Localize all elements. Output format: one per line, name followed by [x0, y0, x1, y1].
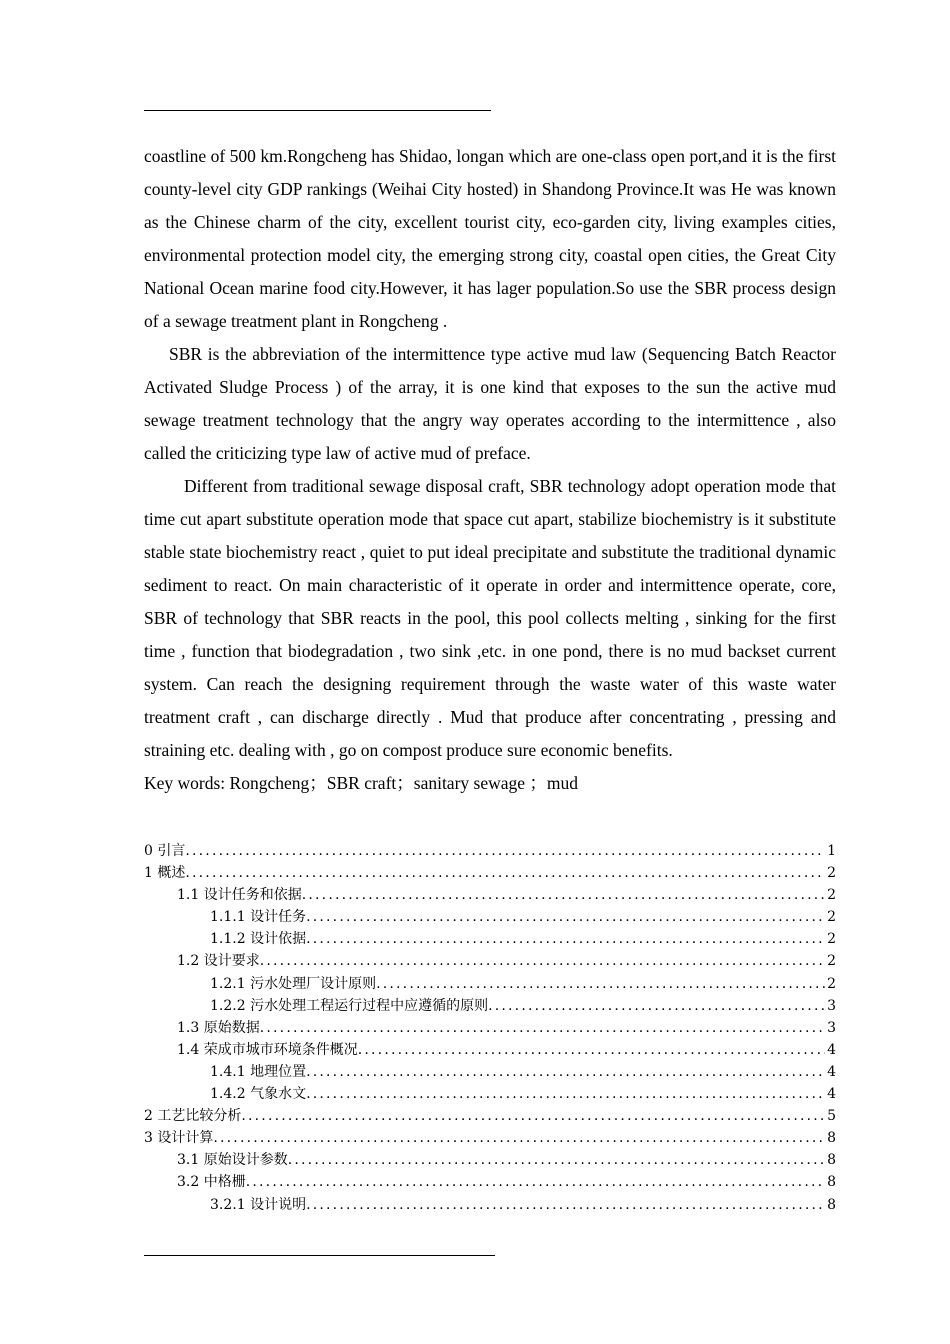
abstract-body — [144, 140, 836, 800]
toc-entry[interactable] — [144, 862, 836, 884]
toc-entry-title: 1.2.1 污水处理厂设计原则 — [210, 975, 377, 992]
toc-entry[interactable] — [144, 1083, 836, 1105]
toc-entry[interactable] — [144, 973, 836, 995]
table-of-contents — [144, 840, 836, 1216]
toc-leader-dots — [358, 1039, 825, 1061]
toc-entry-page: 5 — [827, 1108, 836, 1125]
toc-entry-title: 2 工艺比较分析 — [144, 1108, 242, 1125]
toc-entry[interactable] — [144, 928, 836, 950]
toc-leader-dots — [306, 1061, 825, 1083]
toc-entry-page: 2 — [827, 953, 836, 970]
toc-entry-title: 3 设计计算 — [144, 1130, 214, 1147]
paragraph-intro: coastline of 500 km.Rongcheng has Shidao, longan which are one-class open port,and it is the first county-level city GDP rankings (Weihai City hosted) in Shandong Province.It was He was known as the Chinese charm of the city, excellent tourist city, eco-garden city, living examples cities, environmental protection model city, the emerging strong city, coastal open cities, the Great City National Ocean marine food city.However, it has lager population.So use the SBR process design of a sewage treatment plant in Rongcheng . — [144, 146, 836, 331]
toc-entry-page: 4 — [827, 1063, 836, 1080]
toc-entry-title: 3.1 原始设计参数 — [177, 1152, 288, 1169]
toc-entry[interactable] — [144, 1061, 836, 1083]
toc-leader-dots — [288, 1149, 825, 1171]
toc-entry-page: 8 — [827, 1152, 836, 1169]
toc-entry-page: 2 — [827, 865, 836, 882]
keywords-line: Key words: Rongcheng；SBR craft；sanitary sewage ；mud — [144, 773, 579, 793]
header-rule — [144, 110, 491, 111]
toc-entry[interactable] — [144, 1194, 836, 1216]
toc-entry[interactable] — [144, 884, 836, 906]
toc-leader-dots — [213, 1127, 825, 1149]
toc-leader-dots — [376, 973, 825, 995]
toc-entry[interactable] — [144, 1171, 836, 1193]
toc-entry-page: 3 — [827, 997, 836, 1014]
toc-entry-page: 4 — [827, 1041, 836, 1058]
toc-entry-page: 3 — [827, 1019, 836, 1036]
toc-entry-title: 1.3 原始数据 — [177, 1019, 260, 1036]
toc-entry-title: 1.4.1 地理位置 — [210, 1063, 307, 1080]
toc-entry[interactable] — [144, 1017, 836, 1039]
toc-entry-page: 2 — [827, 909, 836, 926]
toc-entry-title: 1 概述 — [144, 865, 186, 882]
toc-leader-dots — [488, 995, 825, 1017]
toc-entry[interactable] — [144, 1039, 836, 1061]
toc-entry[interactable] — [144, 950, 836, 972]
toc-entry-title: 1.1 设计任务和依据 — [177, 887, 302, 904]
toc-entry[interactable] — [144, 906, 836, 928]
toc-entry[interactable] — [144, 1149, 836, 1171]
toc-leader-dots — [306, 1083, 825, 1105]
toc-leader-dots — [185, 862, 825, 884]
toc-entry[interactable] — [144, 1127, 836, 1149]
toc-entry-page: 4 — [827, 1086, 836, 1103]
toc-entry[interactable] — [144, 1105, 836, 1127]
toc-entry-page: 1 — [827, 843, 836, 859]
toc-entry-title: 1.1.2 设计依据 — [210, 931, 307, 948]
toc-entry-title: 1.2 设计要求 — [177, 953, 260, 970]
toc-leader-dots — [241, 1105, 825, 1127]
toc-entry-title: 1.4 荣成市城市环境条件概况 — [177, 1041, 358, 1058]
toc-entry-page: 8 — [827, 1130, 836, 1147]
toc-entry-page: 2 — [827, 975, 836, 992]
toc-entry-page: 2 — [827, 887, 836, 904]
toc-entry-page: 2 — [827, 931, 836, 948]
toc-leader-dots — [306, 906, 825, 928]
paragraph-sbr-features: Different from traditional sewage disposal craft, SBR technology adopt operation mode that time cut apart substitute operation mode that space cut apart, stabilize biochemistry is it substitute stable state biochemistry react , quiet to put ideal precipitate and substitute the traditional dynamic sediment to react. On main characteristic of it operate in order and intermittence operate, core, SBR of technology that SBR reacts in the pool, this pool collects melting , sinking for the first time , function that biodegradation , two sink ,etc. in one pond, there is no mud backset current system. Can reach the designing requirement through the waste water of this waste water treatment craft , can discharge directly . Mud that produce after concentrating , pressing and straining etc. dealing with , go on compost produce sure economic benefits. — [144, 476, 836, 760]
toc-entry-title: 3.2.1 设计说明 — [210, 1196, 307, 1213]
toc-leader-dots — [302, 884, 825, 906]
toc-leader-dots — [185, 840, 825, 862]
paragraph-sbr-definition: SBR is the abbreviation of the intermittence type active mud law (Sequencing Batch Reactor Activated Sludge Process ) of the array, it is one kind that exposes to the sun the active mud sewage treatment technology that the angry way operates according to the intermittence , also called the criticizing type law of active mud of preface. — [144, 344, 836, 463]
toc-entry[interactable] — [144, 840, 836, 862]
toc-entry[interactable] — [144, 995, 836, 1017]
toc-leader-dots — [260, 1017, 825, 1039]
toc-entry-title: 0 引言 — [144, 843, 186, 859]
toc-leader-dots — [306, 928, 825, 950]
toc-entry-title: 3.2 中格栅 — [177, 1174, 246, 1191]
toc-entry-title: 1.1.1 设计任务 — [210, 909, 307, 926]
footer-rule — [144, 1255, 495, 1256]
toc-entry-page: 8 — [827, 1196, 836, 1213]
toc-leader-dots — [246, 1171, 825, 1193]
toc-entry-title: 1.2.2 污水处理工程运行过程中应遵循的原则 — [210, 997, 489, 1014]
toc-leader-dots — [260, 950, 825, 972]
toc-entry-title: 1.4.2 气象水文 — [210, 1086, 307, 1103]
toc-leader-dots — [306, 1194, 825, 1216]
toc-entry-page: 8 — [827, 1174, 836, 1191]
